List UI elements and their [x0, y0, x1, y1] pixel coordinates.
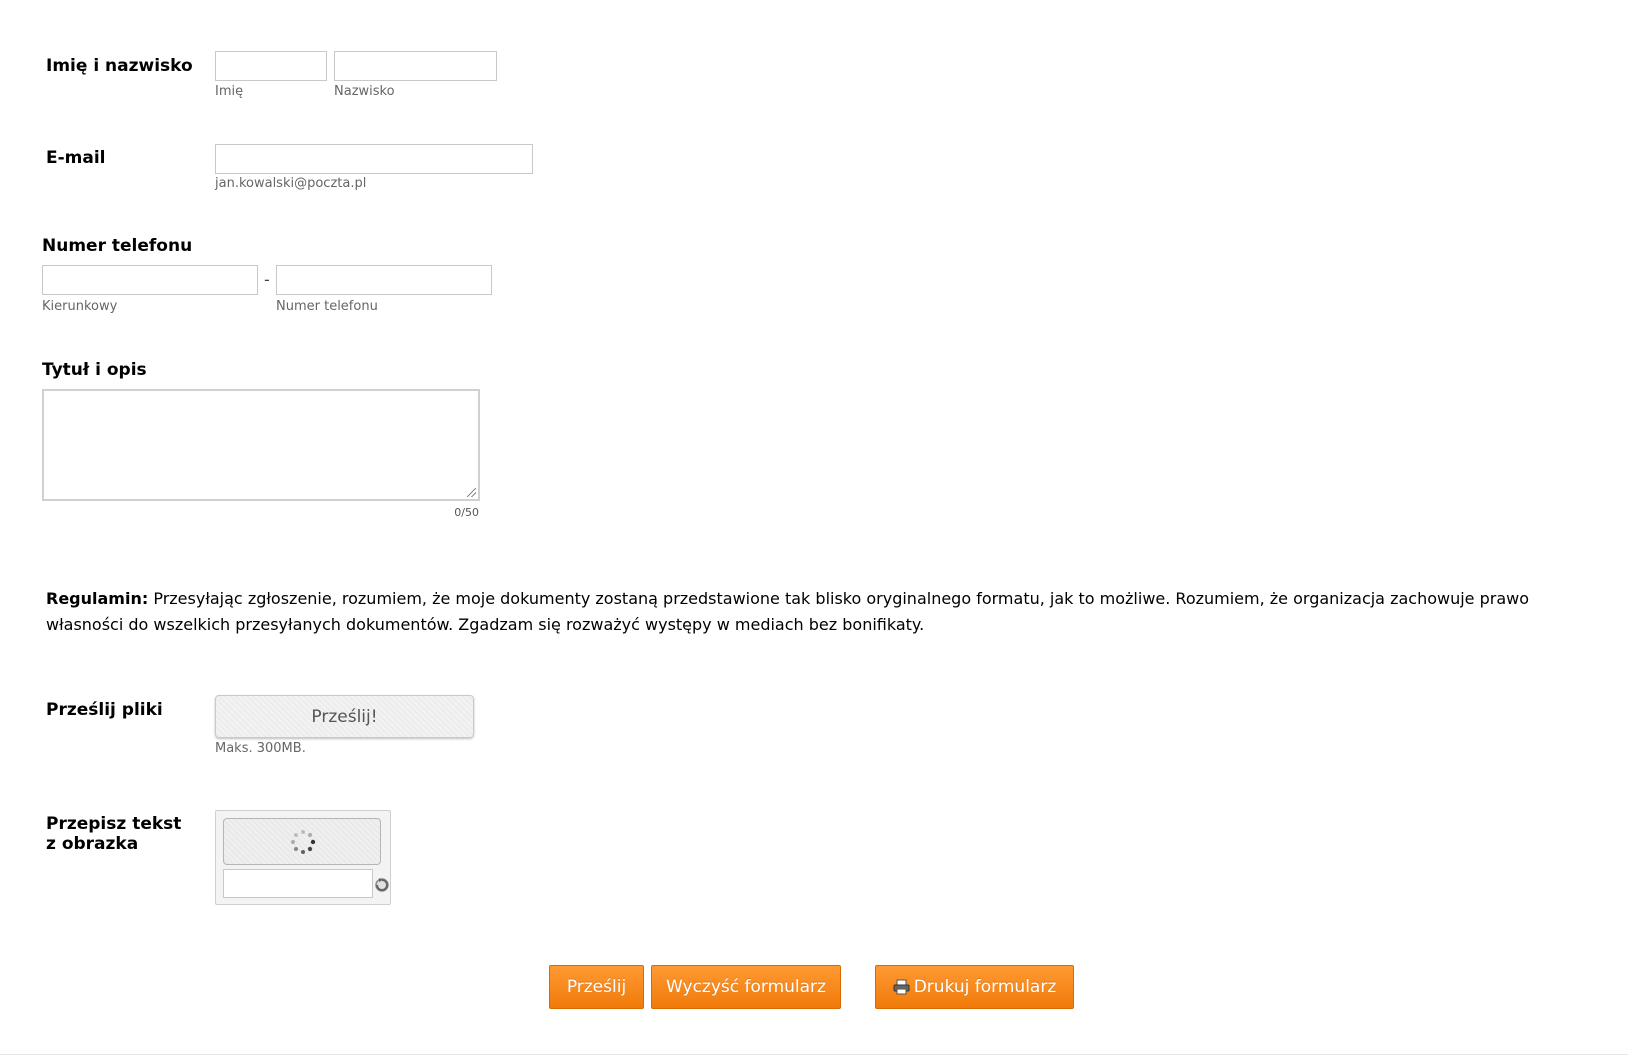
- email-input[interactable]: [215, 144, 533, 174]
- captcha-image: [223, 818, 381, 865]
- char-counter: 0/50: [454, 506, 479, 519]
- email-sublabel: jan.kowalski@poczta.pl: [215, 176, 367, 191]
- terms-heading: Regulamin:: [46, 589, 149, 608]
- title-description-textarea[interactable]: [42, 389, 480, 501]
- spinner-icon: [290, 829, 316, 855]
- print-form-label: Drukuj formularz: [913, 977, 1057, 997]
- captcha-input[interactable]: [223, 869, 373, 898]
- phone-separator: -: [264, 270, 270, 289]
- phone-number-sublabel: Numer telefonu: [276, 299, 378, 314]
- name-label: Imię i nazwisko: [46, 56, 193, 76]
- first-name-input[interactable]: [215, 51, 327, 81]
- upload-limit-note: Maks. 300MB.: [215, 741, 306, 756]
- area-code-input[interactable]: [42, 265, 258, 295]
- clear-form-button[interactable]: Wyczyść formularz: [651, 965, 841, 1009]
- captcha-container: [215, 810, 391, 905]
- email-label: E-mail: [46, 148, 106, 168]
- last-name-input[interactable]: [334, 51, 497, 81]
- upload-button[interactable]: Prześlij!: [215, 695, 474, 738]
- phone-label: Numer telefonu: [42, 236, 193, 256]
- submit-button[interactable]: Prześlij: [549, 965, 644, 1009]
- terms-body: Przesyłając zgłoszenie, rozumiem, że moje dokumenty zostaną przedstawione tak blisko oryginalnego formatu, jak to możliwe. Rozumiem, że organizacja zachowuje prawo własności do wszelkich przesyłanych dokumentów. Zgadzam się rozważyć występy w mediach bez bonifikaty.: [46, 589, 1530, 634]
- printer-icon: [893, 979, 910, 995]
- first-name-sublabel: Imię: [215, 84, 244, 99]
- bottom-divider: [0, 1054, 1628, 1055]
- upload-label: Prześlij pliki: [46, 700, 163, 720]
- resize-handle[interactable]: [467, 488, 476, 497]
- last-name-sublabel: Nazwisko: [334, 84, 395, 99]
- area-code-sublabel: Kierunkowy: [42, 299, 118, 314]
- print-form-button[interactable]: [875, 965, 1074, 1009]
- captcha-label: Przepisz tekst z obrazka: [46, 814, 182, 854]
- refresh-icon[interactable]: [374, 877, 390, 893]
- terms-text: [46, 586, 1576, 638]
- phone-number-input[interactable]: [276, 265, 492, 295]
- title-label: Tytuł i opis: [42, 360, 147, 380]
